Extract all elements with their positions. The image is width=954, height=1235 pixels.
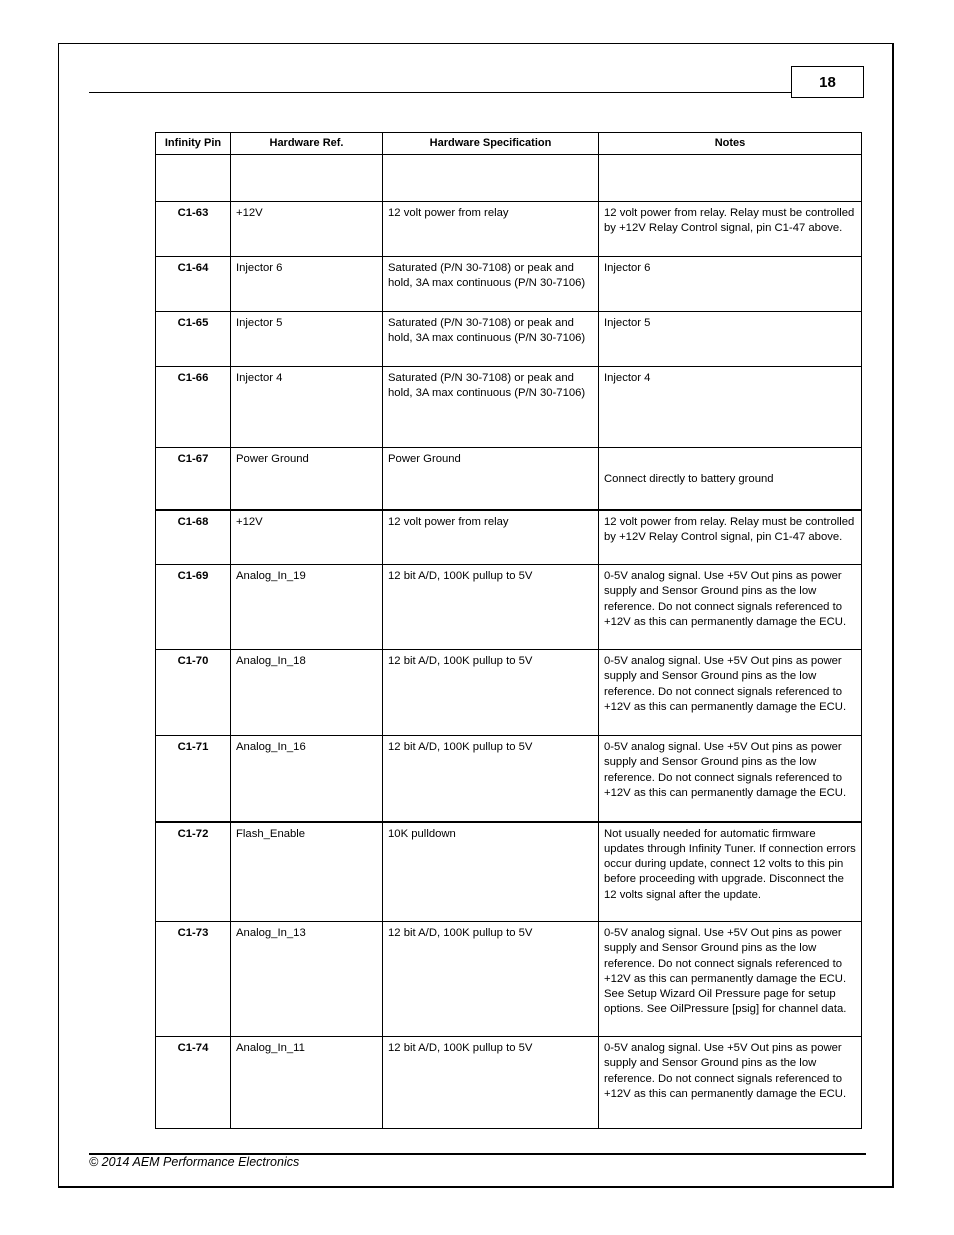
hardware-spec-cell: 12 bit A/D, 100K pullup to 5V	[383, 736, 599, 822]
hardware-ref-cell: Injector 4	[231, 367, 383, 448]
pin-cell: C1-72	[156, 822, 231, 922]
notes-cell: 12 volt power from relay. Relay must be controlled by +12V Relay Control signal, pin C1-47 above.	[599, 202, 862, 257]
pin-cell: C1-69	[156, 565, 231, 650]
notes-cell: Injector 4	[599, 367, 862, 448]
notes-cell: Injector 6	[599, 257, 862, 312]
hardware-ref-cell: Analog_In_18	[231, 650, 383, 736]
column-header-notes: Notes	[599, 133, 862, 155]
notes-cell: 0-5V analog signal. Use +5V Out pins as power supply and Sensor Ground pins as the low reference. Do not connect signals referenced to +12V as this can permanently damage the ECU.	[599, 736, 862, 822]
hardware-spec-cell: Saturated (P/N 30-7108) or peak and hold, 3A max continuous (P/N 30-7106)	[383, 367, 599, 448]
table-row	[156, 257, 862, 312]
hardware-spec-cell: 12 bit A/D, 100K pullup to 5V	[383, 1037, 599, 1129]
hardware-ref-cell: Injector 6	[231, 257, 383, 312]
notes-cell: Not usually needed for automatic firmware updates through Infinity Tuner. If connection errors occur during update, connect 12 volts to this pin before proceeding with upgrade. Disconnect the 12 volts signal after the update.	[599, 822, 862, 922]
table-row	[156, 202, 862, 257]
hardware-ref-cell: Analog_In_16	[231, 736, 383, 822]
pin-cell: C1-74	[156, 1037, 231, 1129]
pin-cell: C1-64	[156, 257, 231, 312]
pin-cell	[156, 155, 231, 202]
hardware-spec-cell: 12 volt power from relay	[383, 202, 599, 257]
pin-cell: C1-66	[156, 367, 231, 448]
pin-cell: C1-70	[156, 650, 231, 736]
hardware-spec-cell: 10K pulldown	[383, 822, 599, 922]
pin-cell: C1-67	[156, 448, 231, 510]
hardware-ref-cell: Analog_In_13	[231, 922, 383, 1037]
pin-cell: C1-68	[156, 510, 231, 565]
table-row	[156, 312, 862, 367]
column-header-hardware-ref: Hardware Ref.	[231, 133, 383, 155]
hardware-ref-cell: +12V	[231, 202, 383, 257]
table-row	[156, 155, 862, 202]
table-row	[156, 367, 862, 448]
pin-cell: C1-63	[156, 202, 231, 257]
column-header-pin: Infinity Pin	[156, 133, 231, 155]
notes-cell: 0-5V analog signal. Use +5V Out pins as power supply and Sensor Ground pins as the low reference. Do not connect signals referenced to +12V as this can permanently damage the ECU. See Setup Wizard Oil Pressure page for setup options. See OilPressure [psig] for channel data.	[599, 922, 862, 1037]
hardware-spec-cell: Saturated (P/N 30-7108) or peak and hold, 3A max continuous (P/N 30-7106)	[383, 312, 599, 367]
hardware-spec-cell: 12 bit A/D, 100K pullup to 5V	[383, 565, 599, 650]
hardware-spec-cell: 12 bit A/D, 100K pullup to 5V	[383, 650, 599, 736]
hardware-ref-cell: Analog_In_19	[231, 565, 383, 650]
table-header-row	[156, 133, 862, 155]
table-row	[156, 1037, 862, 1129]
pinout-table	[155, 132, 862, 1129]
table-row	[156, 736, 862, 822]
hardware-spec-cell: 12 volt power from relay	[383, 510, 599, 565]
notes-cell	[599, 155, 862, 202]
pin-cell: C1-73	[156, 922, 231, 1037]
footer-copyright: © 2014 AEM Performance Electronics	[89, 1155, 300, 1169]
notes-cell: Connect directly to battery ground	[599, 448, 862, 510]
notes-cell: 0-5V analog signal. Use +5V Out pins as power supply and Sensor Ground pins as the low reference. Do not connect signals referenced to +12V as this can permanently damage the ECU.	[599, 565, 862, 650]
hardware-ref-cell: Analog_In_11	[231, 1037, 383, 1129]
table-row	[156, 565, 862, 650]
table-row	[156, 922, 862, 1037]
hardware-spec-cell: 12 bit A/D, 100K pullup to 5V	[383, 922, 599, 1037]
hardware-spec-cell	[383, 155, 599, 202]
notes-cell: Injector 5	[599, 312, 862, 367]
table-row	[156, 448, 862, 510]
table-row	[156, 822, 862, 922]
hardware-spec-cell: Saturated (P/N 30-7108) or peak and hold, 3A max continuous (P/N 30-7106)	[383, 257, 599, 312]
notes-cell: 0-5V analog signal. Use +5V Out pins as power supply and Sensor Ground pins as the low reference. Do not connect signals referenced to +12V as this can permanently damage the ECU.	[599, 650, 862, 736]
pin-cell: C1-71	[156, 736, 231, 822]
page-number: 18	[791, 66, 864, 98]
pin-cell: C1-65	[156, 312, 231, 367]
notes-cell: 0-5V analog signal. Use +5V Out pins as power supply and Sensor Ground pins as the low reference. Do not connect signals referenced to +12V as this can permanently damage the ECU.	[599, 1037, 862, 1129]
column-header-hardware-spec: Hardware Specification	[383, 133, 599, 155]
hardware-spec-cell: Power Ground	[383, 448, 599, 510]
hardware-ref-cell: Power Ground	[231, 448, 383, 510]
header-rule	[89, 92, 791, 93]
table-row	[156, 510, 862, 565]
table-row	[156, 650, 862, 736]
hardware-ref-cell	[231, 155, 383, 202]
hardware-ref-cell: +12V	[231, 510, 383, 565]
hardware-ref-cell: Flash_Enable	[231, 822, 383, 922]
hardware-ref-cell: Injector 5	[231, 312, 383, 367]
notes-cell: 12 volt power from relay. Relay must be controlled by +12V Relay Control signal, pin C1-47 above.	[599, 510, 862, 565]
